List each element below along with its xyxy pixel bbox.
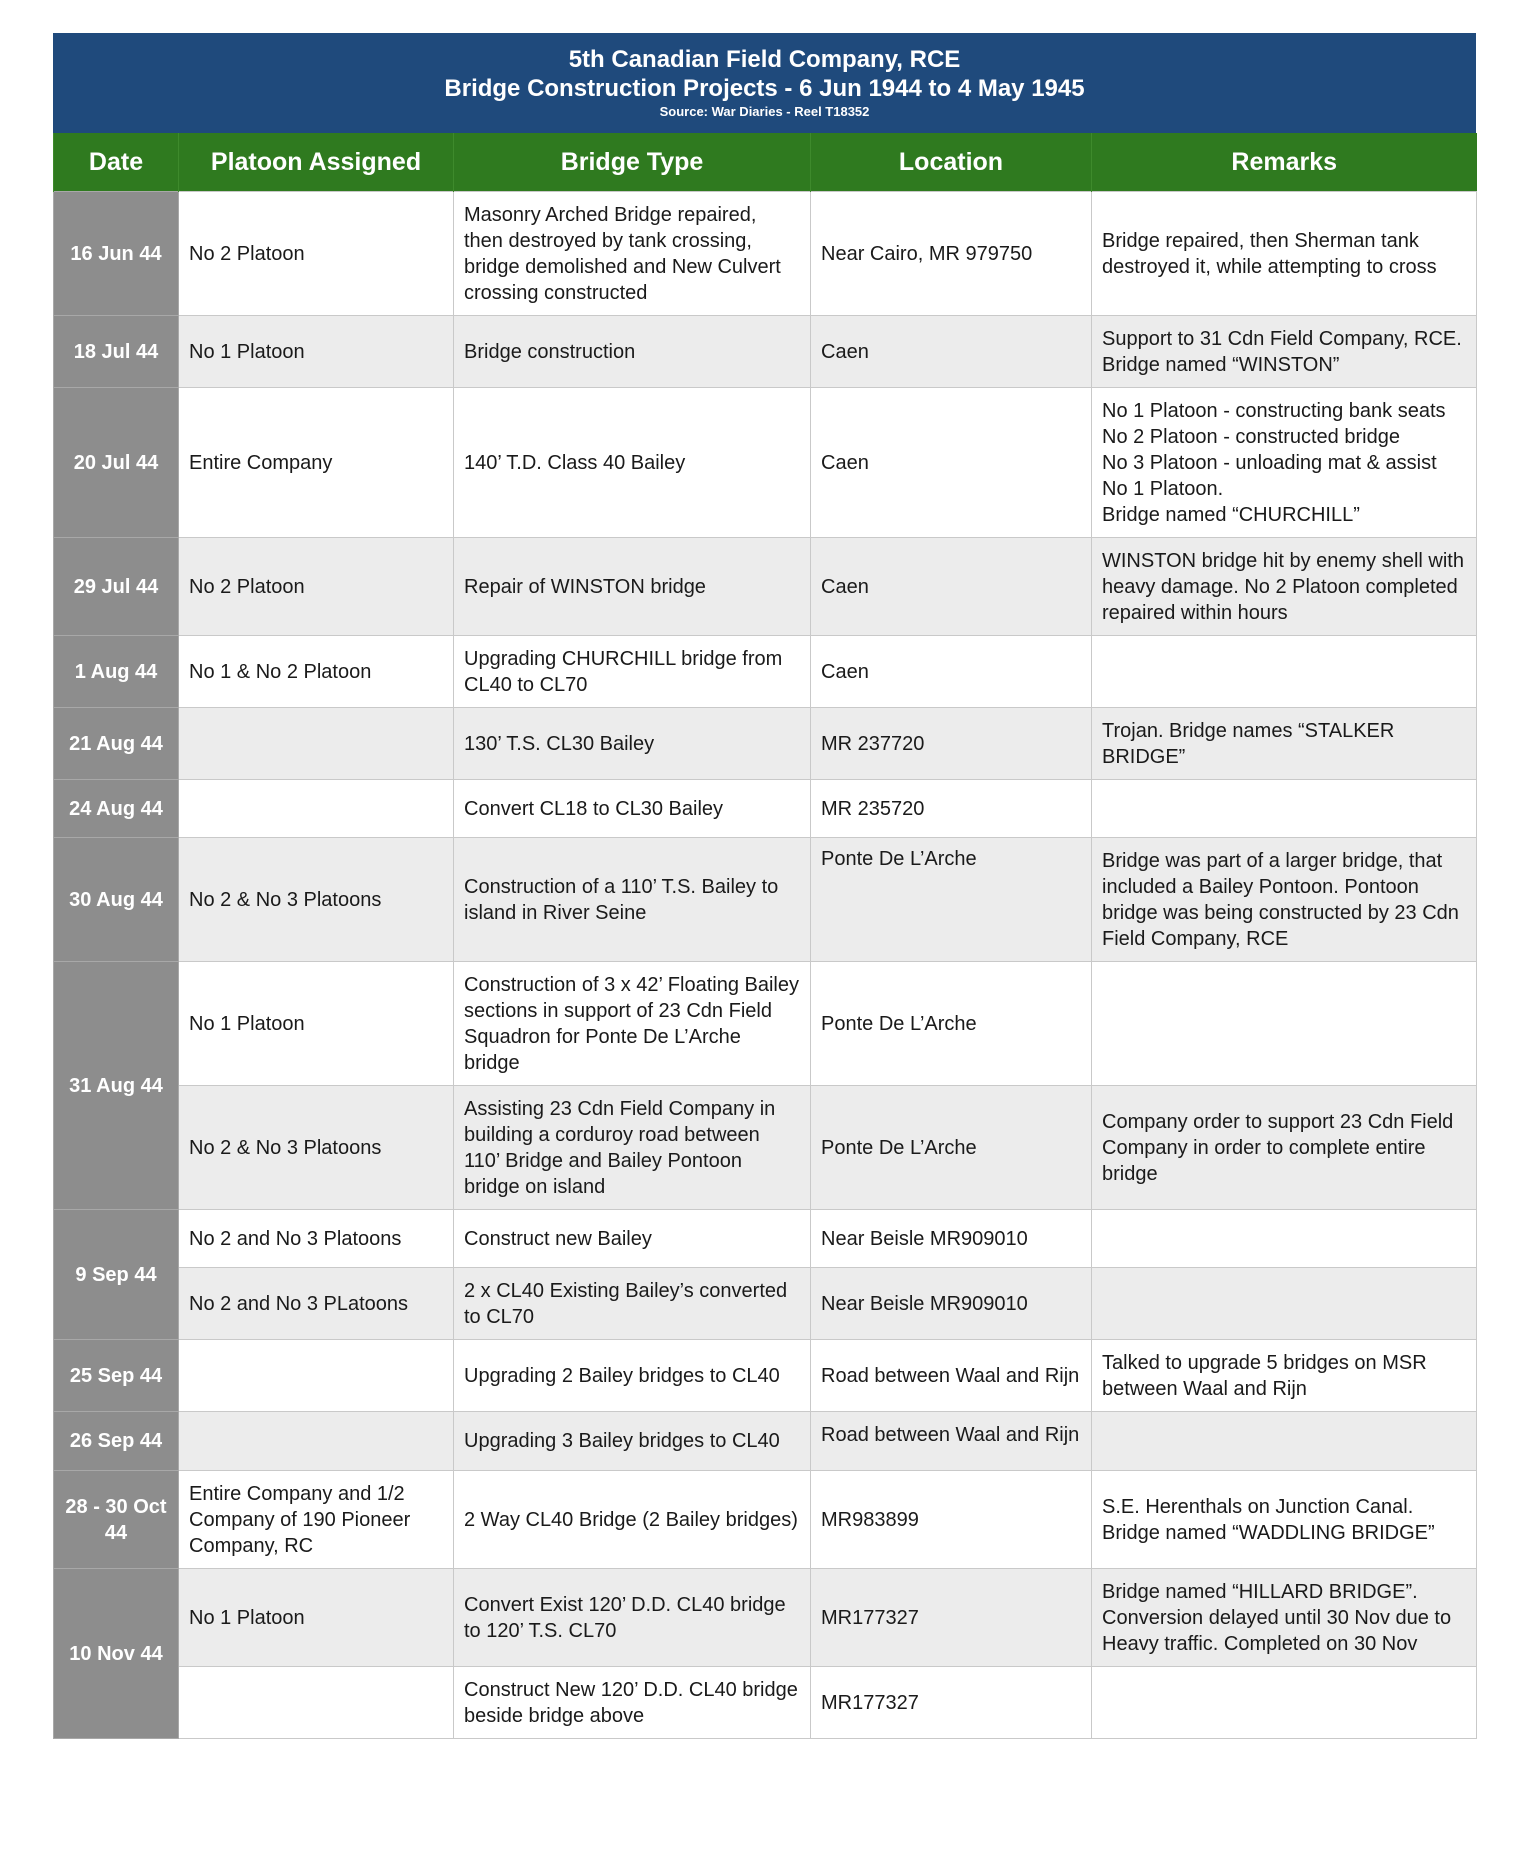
bridge-type-cell: Construction of a 110’ T.S. Bailey to island in River Seine (454, 838, 811, 962)
platoon-cell: No 2 and No 3 Platoons (179, 1210, 454, 1268)
location-cell: Caen (811, 636, 1092, 708)
remarks-cell: Support to 31 Cdn Field Company, RCE. Bridge named “WINSTON” (1092, 316, 1477, 388)
table-row (54, 1340, 1477, 1412)
remarks-cell: Company order to support 23 Cdn Field Company in order to complete entire bridge (1092, 1086, 1477, 1210)
col-header-platoon: Platoon Assigned (179, 133, 454, 192)
bridge-type-cell: 130’ T.S. CL30 Bailey (454, 708, 811, 780)
remarks-cell: Trojan. Bridge names “STALKER BRIDGE” (1092, 708, 1477, 780)
table-row (54, 962, 1477, 1086)
location-cell: MR983899 (811, 1471, 1092, 1569)
location-cell: MR177327 (811, 1667, 1092, 1739)
location-cell: Caen (811, 388, 1092, 538)
bridge-type-cell: Construct New 120’ D.D. CL40 bridge beside bridge above (454, 1667, 811, 1739)
location-cell: Ponte De L’Arche (811, 1086, 1092, 1210)
table-row (54, 636, 1477, 708)
date-cell: 21 Aug 44 (54, 708, 179, 780)
col-header-date: Date (54, 133, 179, 192)
bridge-type-cell: Masonry Arched Bridge repaired, then destroyed by tank crossing, bridge demolished and New Culvert crossing constructed (454, 192, 811, 316)
col-header-location: Location (811, 133, 1092, 192)
remarks-cell: S.E. Herenthals on Junction Canal. Bridge named “WADDLING BRIDGE” (1092, 1471, 1477, 1569)
table-row (54, 1471, 1477, 1569)
bridge-type-cell: Repair of WINSTON bridge (454, 538, 811, 636)
table-row (54, 192, 1477, 316)
table-row (54, 1086, 1477, 1210)
bridge-type-cell: 140’ T.D. Class 40 Bailey (454, 388, 811, 538)
remarks-cell (1092, 1268, 1477, 1340)
platoon-cell: No 2 and No 3 PLatoons (179, 1268, 454, 1340)
platoon-cell: No 1 Platoon (179, 316, 454, 388)
date-cell: 9 Sep 44 (54, 1210, 179, 1340)
platoon-cell: No 1 Platoon (179, 962, 454, 1086)
title-banner (53, 33, 1476, 133)
platoon-cell: No 2 Platoon (179, 538, 454, 636)
platoon-cell: Entire Company (179, 388, 454, 538)
date-cell: 30 Aug 44 (54, 838, 179, 962)
date-cell: 31 Aug 44 (54, 962, 179, 1210)
bridge-type-cell: Convert CL18 to CL30 Bailey (454, 780, 811, 838)
platoon-cell: Entire Company and 1/2 Company of 190 Pioneer Company, RC (179, 1471, 454, 1569)
remarks-cell: Talked to upgrade 5 bridges on MSR between Waal and Rijn (1092, 1340, 1477, 1412)
remarks-cell (1092, 1412, 1477, 1471)
col-header-remarks: Remarks (1092, 133, 1477, 192)
bridge-type-cell: Construct new Bailey (454, 1210, 811, 1268)
col-header-bridge-type: Bridge Type (454, 133, 811, 192)
platoon-cell: No 2 Platoon (179, 192, 454, 316)
date-cell: 1 Aug 44 (54, 636, 179, 708)
bridge-type-cell: Upgrading 3 Bailey bridges to CL40 (454, 1412, 811, 1471)
platoon-cell (179, 1412, 454, 1471)
remarks-cell (1092, 780, 1477, 838)
remarks-cell: No 1 Platoon - constructing bank seats No 2 Platoon - constructed bridge No 3 Platoon - unloading mat & assist No 1 Platoon. Bridge named “CHURCHILL” (1092, 388, 1477, 538)
projects-table (53, 133, 1477, 1739)
location-cell (811, 1412, 1092, 1471)
date-cell: 24 Aug 44 (54, 780, 179, 838)
remarks-cell: Bridge named “HILLARD BRIDGE”. Conversion delayed until 30 Nov due to Heavy traffic. Completed on 30 Nov (1092, 1569, 1477, 1667)
table-row (54, 1667, 1477, 1739)
table-row (54, 1412, 1477, 1471)
bridge-type-cell: Assisting 23 Cdn Field Company in building a corduroy road between 110’ Bridge and Bailey Pontoon bridge on island (454, 1086, 811, 1210)
bridge-type-cell: 2 Way CL40 Bridge (2 Bailey bridges) (454, 1471, 811, 1569)
platoon-cell (179, 1340, 454, 1412)
date-cell: 28 - 30 Oct 44 (54, 1471, 179, 1569)
platoon-cell: No 1 & No 2 Platoon (179, 636, 454, 708)
remarks-cell: Bridge repaired, then Sherman tank destroyed it, while attempting to cross (1092, 192, 1477, 316)
table-row (54, 838, 1477, 962)
date-cell: 16 Jun 44 (54, 192, 179, 316)
table-row (54, 1210, 1477, 1268)
table-row (54, 708, 1477, 780)
header-row (54, 133, 1477, 192)
date-cell: 20 Jul 44 (54, 388, 179, 538)
company-title: 5th Canadian Field Company, RCE (568, 46, 961, 73)
table-row (54, 316, 1477, 388)
table-row (54, 1268, 1477, 1340)
bridge-type-cell: Upgrading CHURCHILL bridge from CL40 to CL70 (454, 636, 811, 708)
report-title: Bridge Construction Projects - 6 Jun 1944 to 4 May 1945 (444, 75, 1085, 102)
location-cell: MR177327 (811, 1569, 1092, 1667)
remarks-cell: Bridge was part of a larger bridge, that included a Bailey Pontoon. Pontoon bridge was being constructed by 23 Cdn Field Company, RCE (1092, 838, 1477, 962)
bridge-type-cell: Upgrading 2 Bailey bridges to CL40 (454, 1340, 811, 1412)
remarks-cell: WINSTON bridge hit by enemy shell with heavy damage. No 2 Platoon completed repaired within hours (1092, 538, 1477, 636)
platoon-cell (179, 780, 454, 838)
date-cell: 26 Sep 44 (54, 1412, 179, 1471)
bridge-type-cell: Bridge construction (454, 316, 811, 388)
location-cell: Near Cairo, MR 979750 (811, 192, 1092, 316)
platoon-cell: No 1 Platoon (179, 1569, 454, 1667)
bridge-projects-sheet (53, 33, 1476, 1739)
date-cell: 29 Jul 44 (54, 538, 179, 636)
location-cell: MR 237720 (811, 708, 1092, 780)
platoon-cell (179, 1667, 454, 1739)
location-cell: Caen (811, 316, 1092, 388)
date-cell: 10 Nov 44 (54, 1569, 179, 1739)
table-row (54, 388, 1477, 538)
table-row (54, 1569, 1477, 1667)
location-cell: MR 235720 (811, 780, 1092, 838)
remarks-cell (1092, 1210, 1477, 1268)
table-row (54, 538, 1477, 636)
remarks-cell (1092, 962, 1477, 1086)
platoon-cell (179, 708, 454, 780)
location-cell: Ponte De L’Arche (811, 838, 1092, 962)
source-note: Source: War Diaries - Reel T18352 (659, 104, 870, 119)
table-row (54, 780, 1477, 838)
location-cell: Road between Waal and Rijn (811, 1340, 1092, 1412)
remarks-cell (1092, 1667, 1477, 1739)
bridge-type-cell: Convert Exist 120’ D.D. CL40 bridge to 120’ T.S. CL70 (454, 1569, 811, 1667)
location-cell: Caen (811, 538, 1092, 636)
location-text: Road between Waal and Rijn (821, 1424, 1080, 1446)
platoon-cell: No 2 & No 3 Platoons (179, 838, 454, 962)
location-cell: Ponte De L’Arche (811, 962, 1092, 1086)
location-cell: Near Beisle MR909010 (811, 1210, 1092, 1268)
remarks-cell (1092, 636, 1477, 708)
date-cell: 25 Sep 44 (54, 1340, 179, 1412)
bridge-type-cell: 2 x CL40 Existing Bailey’s converted to CL70 (454, 1268, 811, 1340)
location-cell: Near Beisle MR909010 (811, 1268, 1092, 1340)
bridge-type-cell: Construction of 3 x 42’ Floating Bailey sections in support of 23 Cdn Field Squadron for Ponte De L’Arche bridge (454, 962, 811, 1086)
platoon-cell: No 2 & No 3 Platoons (179, 1086, 454, 1210)
date-cell: 18 Jul 44 (54, 316, 179, 388)
